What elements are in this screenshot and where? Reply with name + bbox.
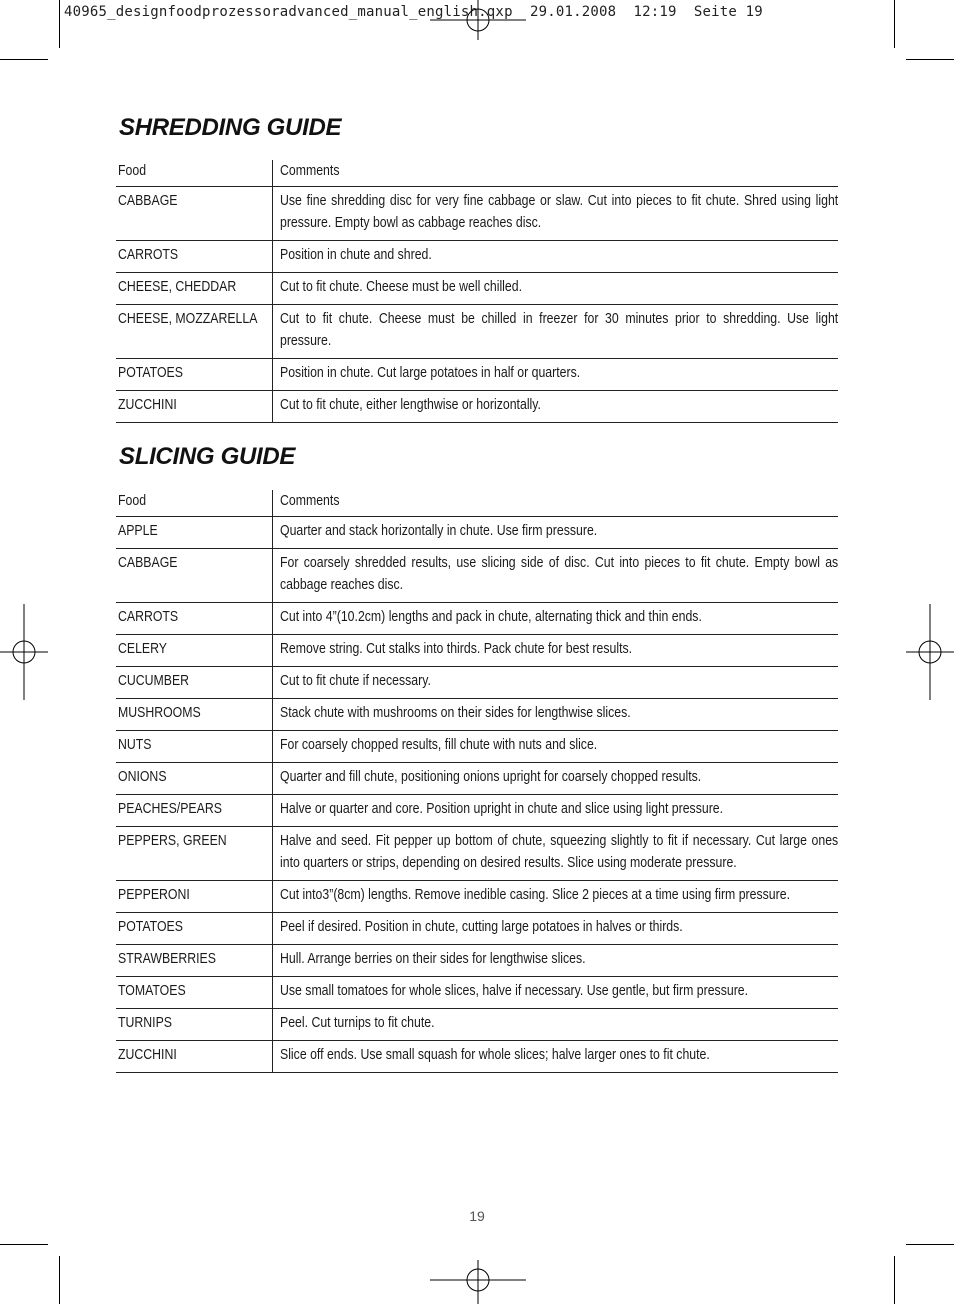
food-cell: CARROTS (116, 241, 273, 273)
comment-cell: Stack chute with mushrooms on their sides for lengthwise slices. (273, 699, 839, 731)
comment-cell: For coarsely shredded results, use slicing side of disc. Cut into pieces to fit chute. Empty bowl as cabbage reaches disc. (273, 549, 839, 603)
food-column-header: Food (116, 490, 273, 517)
comment-cell: Use small tomatoes for whole slices, halve if necessary. Use gentle, but firm pressure. (273, 977, 839, 1009)
slicing-guide-table (116, 490, 838, 1073)
table-row (116, 305, 838, 359)
comment-cell: Remove string. Cut stalks into thirds. Pack chute for best results. (273, 635, 839, 667)
food-cell: ZUCCHINI (116, 391, 273, 423)
crop-mark-bottom-left-h (0, 1244, 48, 1245)
comment-cell: For coarsely chopped results, fill chute with nuts and slice. (273, 731, 839, 763)
food-cell: NUTS (116, 731, 273, 763)
comment-cell: Quarter and stack horizontally in chute. Use firm pressure. (273, 517, 839, 549)
food-cell: POTATOES (116, 913, 273, 945)
food-cell: TOMATOES (116, 977, 273, 1009)
table-row (116, 359, 838, 391)
registration-mark-bottom-icon (430, 1260, 526, 1304)
shredding-guide-title: SHREDDING GUIDE (119, 114, 342, 141)
registration-mark-top-icon (430, 0, 526, 40)
comment-cell: Hull. Arrange berries on their sides for lengthwise slices. (273, 945, 839, 977)
comment-cell: Slice off ends. Use small squash for whole slices; halve larger ones to fit chute. (273, 1041, 839, 1073)
table-row (116, 881, 838, 913)
comments-column-header: Comments (273, 490, 839, 517)
printer-slug: 40965_designfoodprozessoradvanced_manual_english.qxp 29.01.2008 12:19 Seite 19 (64, 4, 763, 20)
table-row (116, 913, 838, 945)
shredding-guide-table (116, 160, 838, 423)
comment-cell: Cut to fit chute. Cheese must be chilled in freezer for 30 minutes prior to shredding. Use light pressure. (273, 305, 839, 359)
comment-cell: Cut to fit chute if necessary. (273, 667, 839, 699)
table-row (116, 1041, 838, 1073)
comment-cell: Halve or quarter and core. Position upright in chute and slice using light pressure. (273, 795, 839, 827)
slicing-guide-title: SLICING GUIDE (119, 443, 296, 470)
comment-cell: Cut to fit chute. Cheese must be well chilled. (273, 273, 839, 305)
food-cell: PEPPERS, GREEN (116, 827, 273, 881)
table-row (116, 549, 838, 603)
crop-mark-top-left-h (0, 59, 48, 60)
comments-column-header: Comments (273, 160, 839, 187)
crop-mark-bottom-right-v (894, 1256, 895, 1304)
food-cell: PEACHES/PEARS (116, 795, 273, 827)
food-cell: STRAWBERRIES (116, 945, 273, 977)
food-cell: TURNIPS (116, 1009, 273, 1041)
food-cell: ZUCCHINI (116, 1041, 273, 1073)
crop-mark-top-left-v (59, 0, 60, 48)
table-row (116, 763, 838, 795)
crop-mark-top-right-h (906, 59, 954, 60)
food-cell: CUCUMBER (116, 667, 273, 699)
comment-cell: Cut to fit chute, either lengthwise or horizontally. (273, 391, 839, 423)
table-row (116, 699, 838, 731)
table-row (116, 667, 838, 699)
food-cell: CABBAGE (116, 549, 273, 603)
comment-cell: Use fine shredding disc for very fine cabbage or slaw. Cut into pieces to fit chute. Shred using light pressure. Empty bowl as cabbage reaches disc. (273, 187, 839, 241)
table-row (116, 273, 838, 305)
table-row (116, 391, 838, 423)
food-cell: CHEESE, MOZZARELLA (116, 305, 273, 359)
comment-cell: Quarter and fill chute, positioning onions upright for coarsely chopped results. (273, 763, 839, 795)
table-row (116, 241, 838, 273)
comment-cell: Position in chute and shred. (273, 241, 839, 273)
food-column-header: Food (116, 160, 273, 187)
table-row (116, 635, 838, 667)
food-cell: CABBAGE (116, 187, 273, 241)
table-row (116, 977, 838, 1009)
table-row (116, 795, 838, 827)
registration-mark-right-icon (906, 604, 954, 700)
food-cell: CARROTS (116, 603, 273, 635)
comment-cell: Peel. Cut turnips to fit chute. (273, 1009, 839, 1041)
food-cell: ONIONS (116, 763, 273, 795)
food-cell: APPLE (116, 517, 273, 549)
table-row (116, 1009, 838, 1041)
table-row (116, 187, 838, 241)
table-header-row (116, 160, 838, 187)
table-row (116, 603, 838, 635)
table-row (116, 517, 838, 549)
table-row (116, 827, 838, 881)
crop-mark-bottom-left-v (59, 1256, 60, 1304)
table-header-row (116, 490, 838, 517)
comment-cell: Cut into 4”(10.2cm) lengths and pack in chute, alternating thick and thin ends. (273, 603, 839, 635)
food-cell: CELERY (116, 635, 273, 667)
comment-cell: Position in chute. Cut large potatoes in half or quarters. (273, 359, 839, 391)
registration-mark-left-icon (0, 604, 48, 700)
crop-mark-bottom-right-h (906, 1244, 954, 1245)
food-cell: MUSHROOMS (116, 699, 273, 731)
food-cell: POTATOES (116, 359, 273, 391)
table-row (116, 945, 838, 977)
comment-cell: Peel if desired. Position in chute, cutting large potatoes in halves or thirds. (273, 913, 839, 945)
food-cell: CHEESE, CHEDDAR (116, 273, 273, 305)
food-cell: PEPPERONI (116, 881, 273, 913)
comment-cell: Halve and seed. Fit pepper up bottom of chute, squeezing slightly to fit if necessary. Cut large ones into quarters or strips, depending on desired results. Slice using moderate pressure. (273, 827, 839, 881)
crop-mark-top-right-v (894, 0, 895, 48)
table-row (116, 731, 838, 763)
comment-cell: Cut into3”(8cm) lengths. Remove inedible casing. Slice 2 pieces at a time using firm pressure. (273, 881, 839, 913)
page-number: 19 (469, 1208, 485, 1224)
